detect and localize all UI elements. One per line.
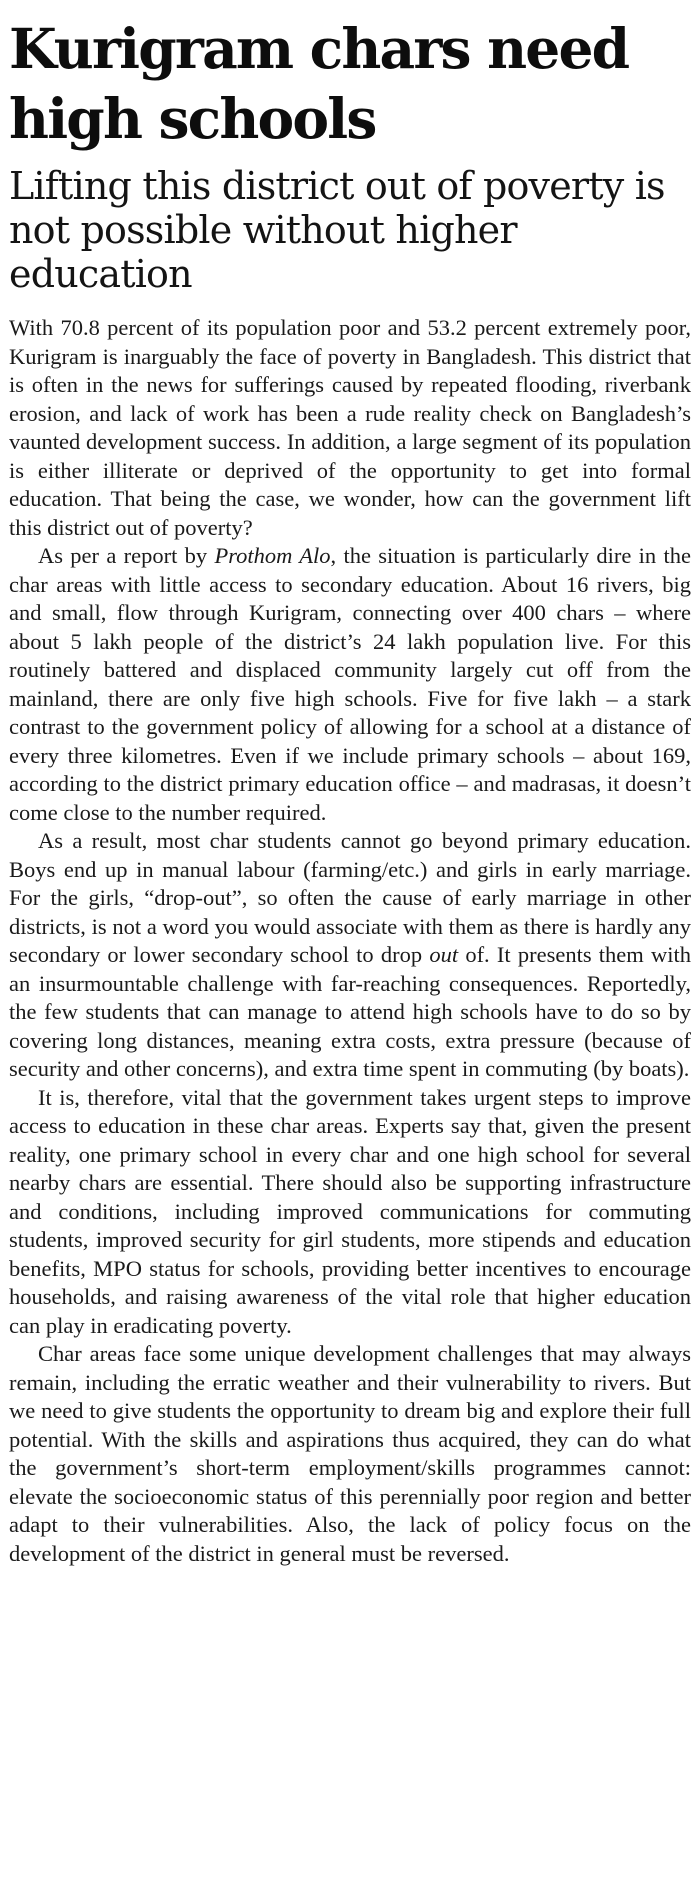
paragraph-text: It is, therefore, vital that the government takes urgent steps to improve access to education in these char areas. Experts say that, given the present reality, one primary school in every char and one high school for several nearby chars are essential. There should also be supporting infrastructure and conditions, including improved communications for commuting students, improved security for girl students, more stipends and education benefits, MPO status for schools, providing better incentives to encourage households, and raising awareness of the vital role that higher education can play in eradicating poverty. [9,1084,691,1338]
paragraph-text: As a result, most char students cannot go beyond primary education. Boys end up in manual labour (farming/etc.) and girls in early marriage. For the girls, “drop-out”, so often the cause of early marriage in other districts, is not a word you would associate with them as there is hardly any secondary or lower secondary school to drop [9,828,691,967]
paragraph-text: Char areas face some unique development challenges that may always remain, including the erratic weather and their vulnerability to rivers. But we need to give students the opportunity to dream big and explore their full potential. With the skills and aspirations thus acquired, they can do what the government’s short-term employment/skills programmes cannot: elevate the socioeconomic status of this perennially poor region and better adapt to their vulnerabilities. Also, the lack of policy focus on the development of the district in general must be reversed. [9,1341,691,1566]
body-paragraph-4 [9,1084,691,1341]
paragraph-text: of. It presents them with an insurmountable challenge with far-reaching consequences. Reportedly, the few students that can manage to attend high schools have to do so by covering long distances, meaning extra costs, extra pressure (because of security and other concerns), and extra time spent in commuting (by boats). [9,942,691,1081]
editorial-article [9,14,691,1568]
article-body [9,314,691,1568]
paragraph-text: With 70.8 percent of its population poor and 53.2 percent extremely poor, Kurigram is inarguably the face of poverty in Bangladesh. This district that is often in the news for sufferings caused by repeated flooding, riverbank erosion, and lack of work has been a rude reality check on Bangladesh’s vaunted development success. In addition, a large segment of its population is either illiterate or deprived of the opportunity to get into formal education. That being the case, we wonder, how can the government lift this district out of poverty? [9,315,691,540]
article-headline: Kurigram chars need high schools [9,16,629,151]
paragraph-text: As per a report by [38,543,215,568]
article-subheadline: Lifting this district out of poverty is not possible without higher education [9,164,665,296]
body-paragraph-1 [9,314,691,542]
body-paragraph-2 [9,542,691,827]
body-paragraph-5 [9,1340,691,1568]
body-paragraph-3 [9,827,691,1084]
newspaper-name: Prothom Alo [214,543,331,568]
paragraph-text: , the situation is particularly dire in the char areas with little access to secondary education. About 16 rivers, big and small, flow through Kurigram, connecting over 400 chars – where about 5 lakh people of the district’s 24 lakh population live. For this routinely battered and displaced community largely cut off from the mainland, there are only five high schools. Five for five lakh – a stark contrast to the government policy of allowing for a school at a distance of every three kilometres. Even if we include primary schools – about 169, according to the district primary education office – and madrasas, it doesn’t come close to the number required. [9,543,691,825]
emphasized-word: out [429,942,459,967]
